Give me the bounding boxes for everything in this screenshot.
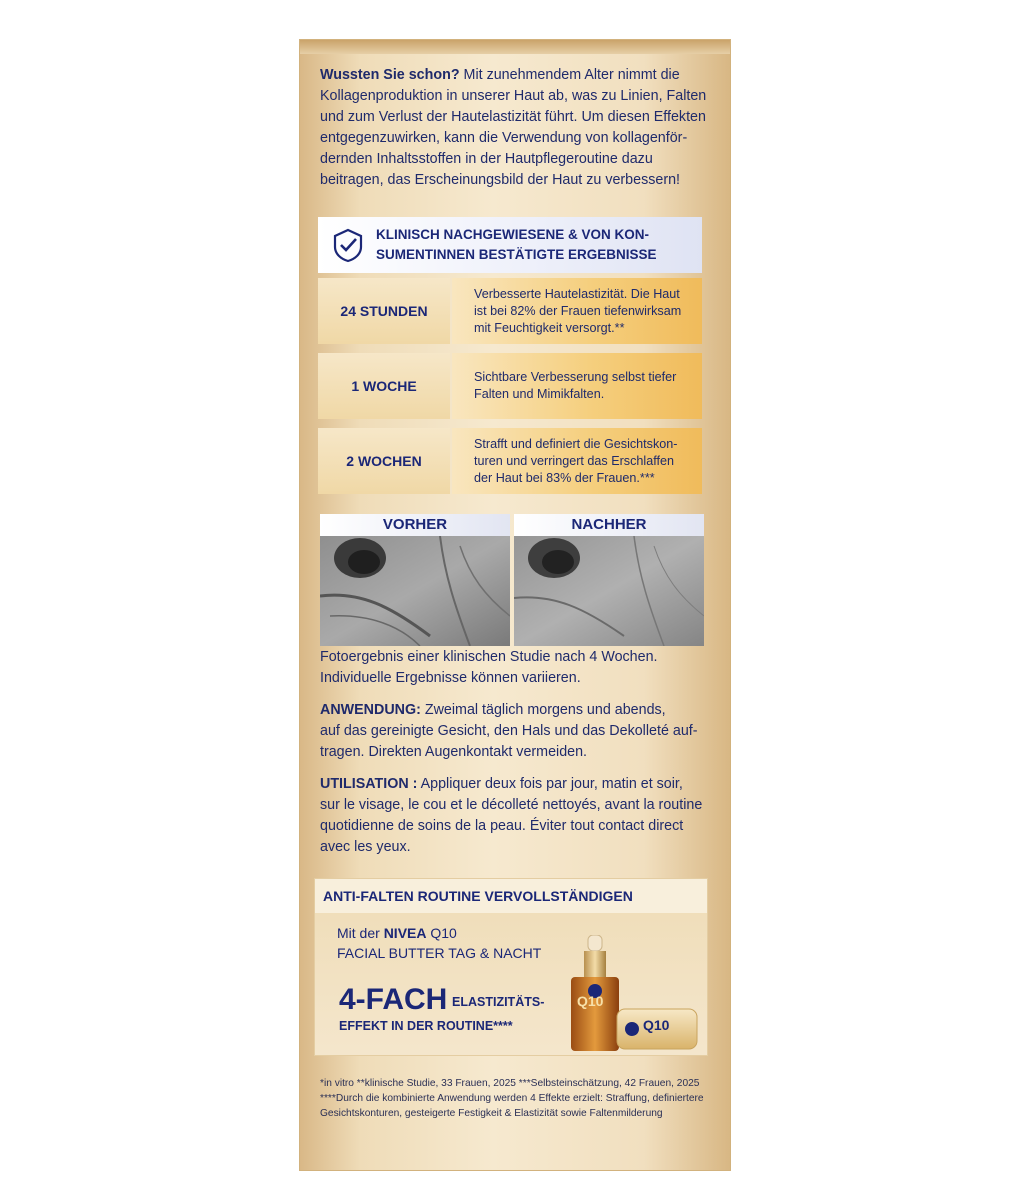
after-label: NACHHER: [514, 514, 704, 536]
routine-line2: FACIAL BUTTER TAG & NACHT: [337, 945, 542, 961]
result-row-24h: [318, 278, 702, 344]
usage-line: Zweimal täglich morgens und abends,: [420, 702, 666, 718]
footnote-line: ****Durch die kombinierte Anwendung werden 4 Effekte erzielt: Straffung, definiertere: [320, 1093, 704, 1104]
result-line: Strafft und definiert die Gesichtskon-: [474, 436, 678, 451]
routine-effect-line1: ELASTIZITÄTS-: [452, 995, 545, 1009]
intro-line: beitragen, das Erscheinungsbild der Haut zu verbessern!: [320, 172, 681, 188]
shield-check-icon: [330, 227, 366, 263]
package-back-panel: [300, 40, 730, 1170]
result-description: [452, 278, 702, 344]
jar-label: Q10: [643, 1017, 670, 1033]
routine-line1-suffix: Q10: [426, 925, 457, 941]
result-label: 1 WOCHE: [318, 353, 450, 419]
routine-text: [337, 923, 541, 963]
footnote-line: Gesichtskonturen, gesteigerte Festigkeit & Elastizität sowie Faltenmilderung: [320, 1108, 663, 1119]
usage-de: [320, 700, 710, 763]
usage-line: Appliquer deux fois par jour, matin et soir,: [417, 776, 683, 792]
result-description: [452, 353, 702, 419]
routine-brand: NIVEA: [383, 925, 427, 941]
usage-de-label: ANWENDUNG:: [320, 702, 421, 718]
caption-line: Fotoergebnis einer klinischen Studie nach 4 Wochen.: [320, 649, 658, 665]
usage-line: quotidienne de soins de la peau. Éviter tout contact direct: [320, 818, 684, 834]
intro-paragraph: [320, 65, 710, 191]
usage-line: avec les yeux.: [320, 839, 411, 855]
intro-lead: Wussten Sie schon?: [320, 67, 460, 83]
skin-photo-after: [514, 536, 704, 646]
skin-photo-before: [320, 536, 510, 646]
routine-effect-line2: EFFEKT IN DER ROUTINE****: [339, 1019, 513, 1033]
usage-line: auf das gereinigte Gesicht, den Hals und das Dekolleté auf-: [320, 723, 698, 739]
usage-fr: [320, 774, 710, 858]
result-label: 24 STUNDEN: [318, 278, 450, 344]
usage-fr-label: UTILISATION :: [320, 776, 418, 792]
result-line: Sichtbare Verbesserung selbst tiefer: [474, 370, 677, 384]
intro-line: Kollagenproduktion in unserer Haut ab, was zu Linien, Falten: [320, 88, 707, 104]
result-row-1-week: [318, 353, 702, 419]
banner-line: SUMENTINNEN BESTÄTIGTE ERGEBNISSE: [376, 247, 657, 262]
result-label: 2 WOCHEN: [318, 428, 450, 494]
clinical-results-banner: [318, 217, 702, 273]
result-row-2-weeks: [318, 428, 702, 494]
before-photo: [320, 514, 510, 646]
result-line: turen und verringert das Erschlaffen: [474, 453, 674, 468]
intro-line: dernden Inhaltsstoffen in der Hautpflegeroutine dazu: [320, 151, 653, 167]
caption-line: Individuelle Ergebnisse können variieren.: [320, 670, 581, 686]
usage-line: tragen. Direkten Augenkontakt vermeiden.: [320, 744, 588, 760]
usage-line: sur le visage, le cou et le décolleté nettoyés, avant la routine: [320, 797, 703, 813]
banner-line: KLINISCH NACHGEWIESENE & VON KON-: [376, 227, 650, 242]
routine-promo: [314, 878, 708, 1056]
intro-line: und zum Verlust der Hautelastizität führt. Um diesen Effekten: [320, 109, 706, 125]
routine-big-number: 4-FACH: [339, 983, 448, 1016]
result-line: mit Feuchtigkeit versorgt.**: [474, 320, 625, 335]
footnote-line: *in vitro **klinische Studie, 33 Frauen, 2025 ***Selbsteinschätzung, 42 Frauen, 2025: [320, 1078, 700, 1089]
after-photo: [514, 514, 704, 646]
intro-line: Mit zunehmendem Alter nimmt die: [459, 67, 680, 83]
result-line: der Haut bei 83% der Frauen.***: [474, 470, 655, 485]
result-description: [452, 428, 702, 494]
intro-line: entgegenzuwirken, kann die Verwendung von kollagenför-: [320, 130, 688, 146]
routine-line1-prefix: Mit der: [337, 925, 384, 941]
result-line: Verbesserte Hautelastizität. Die Haut: [474, 286, 680, 301]
before-label: VORHER: [320, 514, 510, 536]
routine-header: ANTI-FALTEN ROUTINE VERVOLLSTÄNDIGEN: [315, 879, 707, 913]
serum-label: Q10: [577, 993, 604, 1009]
result-line: ist bei 82% der Frauen tiefenwirksam: [474, 303, 682, 318]
photo-caption: [320, 647, 710, 689]
banner-text: [376, 225, 694, 265]
footnotes: [320, 1076, 716, 1121]
result-line: Falten und Mimikfalten.: [474, 387, 605, 401]
